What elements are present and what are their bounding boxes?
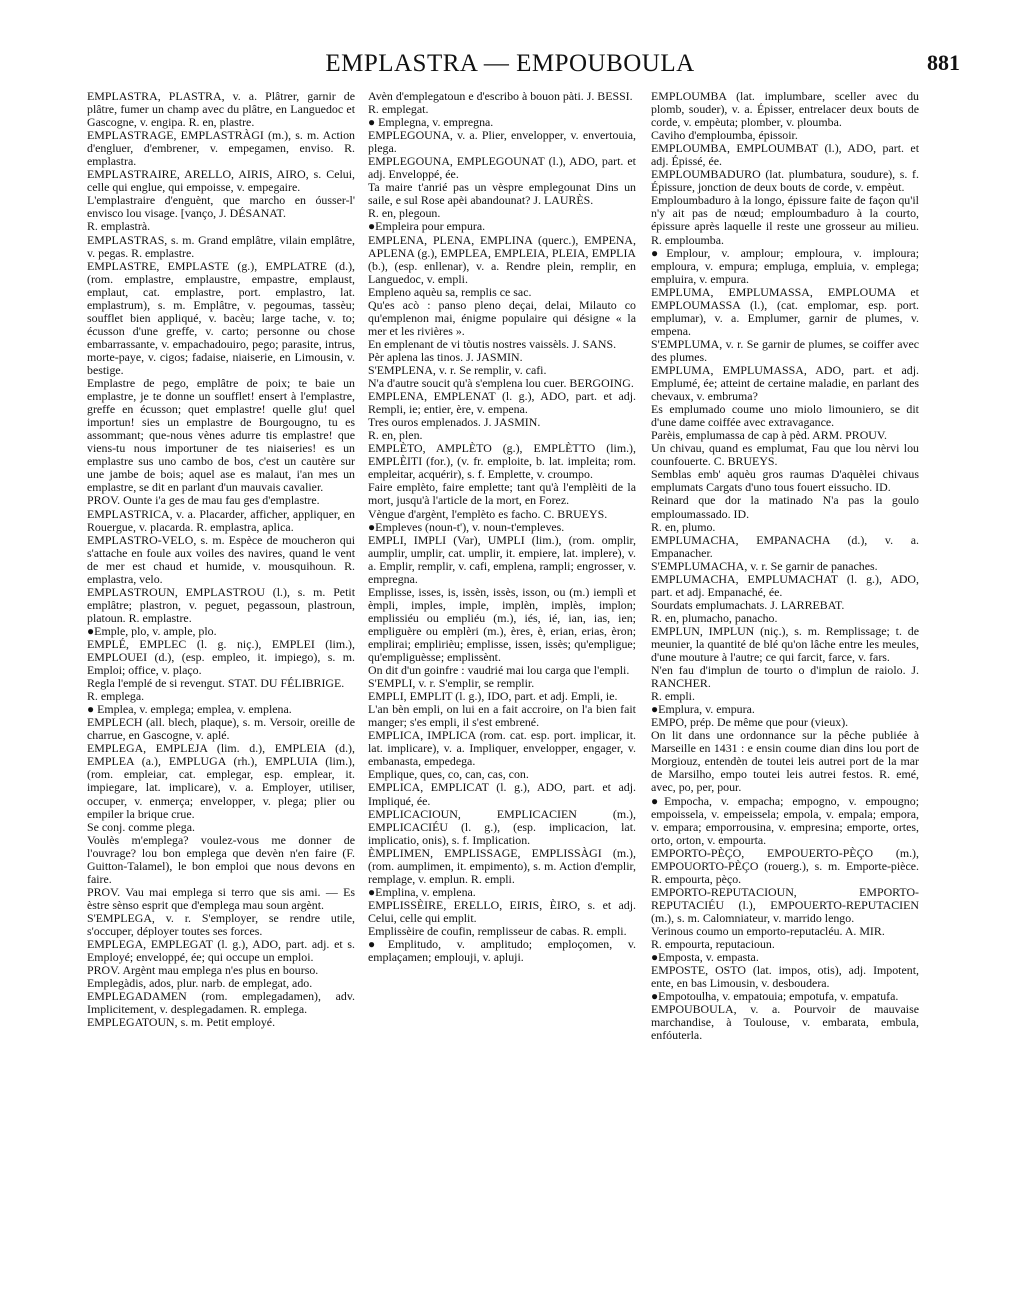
dictionary-entry: On dit d'un goinfre : vaudrié mai lou carga que l'empli. [368, 663, 630, 678]
dictionary-entry: ● Emplea, v. emplega; emplea, v. emplena. [87, 702, 292, 717]
dictionary-entry: ●Emplura, v. empura. [651, 702, 755, 717]
dictionary-entry: Faire emplèto, faire emplette; tant qu'à l'emplèiti de la mort, jusqu'à l'article de la mort, en Forez. [368, 480, 636, 508]
dictionary-entry: EMPLOUMBA, EMPLOUMBAT (l.), ADO, part. et adj. Épissé, ée. [651, 141, 919, 169]
dictionary-entry: EMPLUMACHA, EMPANACHA (d.), v. a. Empanacher. [651, 532, 919, 560]
dictionary-entry: Voulès m'emplega? voulez-vous me donner de l'ouvrage? lou bon emplega que devèn n'en faire (F. Guitton-Talamel), le bon emploi que nous devons en faire. [87, 832, 355, 886]
dictionary-entry: EMPLASTRO-VELO, s. m. Espèce de moucheron qui s'attache en foule aux voiles des navires, quand le vent de mer est chaud et humide, v. mousquihoun. R. emplastra, velo. [87, 532, 355, 586]
dictionary-entry: R. en, plumo. [651, 519, 716, 534]
dictionary-entry: EMPO, prép. De même que pour (vieux). [651, 715, 849, 730]
dictionary-entry: On lit dans une ordonnance sur la pêche publiée à Marseille en 1431 : e ensin coume dian dins lou port de Morgiouz, entendèn de toutei leis autrei port de la mar de Marsilho, empo toutei leis autrei festos. R. emé, avec, po, per, pour. [651, 728, 919, 795]
dictionary-entry: EMPOSTE, OSTO (lat. impos, otis), adj. Impotent, ente, en bas Limousin, v. desboudera. [651, 963, 919, 991]
dictionary-entry: Pèr aplena las tinos. J. JASMIN. [368, 349, 523, 364]
dictionary-entry: EMPLASTROUN, EMPLASTROU (l.), s. m. Petit emplâtre; plastron, v. peguet, pegassoun, plastroun, platoun. R. emplastre. [87, 584, 355, 625]
dictionary-entry: Emplisse, isses, is, issèn, issès, isson, ou (m.) iemplì et èmpli, imples, imple, implèn, implès, implon; emplissiéu ou empliéu (m.), iés, ié, ian, ias, ien; empliguère ou emplèri (m.), ères, è, erian, erias, èron; emplirai; emplirièu; emplisse, issen, issès; qu'empligue; qu'empliguèsse; emplissènt. [368, 584, 636, 665]
dictionary-entry: En emplenant de vi tòutis nostres vaissèls. J. SANS. [368, 336, 617, 351]
dictionary-entry: EMPLECH (all. blech, plaque), s. m. Versoir, oreille de charrue, en Gascogne, v. aplé. [87, 715, 355, 743]
dictionary-entry: Semblas emb' aquèu gros raumas D'aquèlei chivaus emplumats Cargats d'uno tous fouert eissucho. ID. [651, 467, 919, 495]
dictionary-entry: EMPLASTRICA, v. a. Placarder, afficher, appliquer, en Rouergue, v. placarda. R. emplastra, aplica. [87, 506, 355, 534]
dictionary-entry: EMPLEGA, EMPLEGAT (l. g.), ADO, part. adj. et s. Employé; enveloppé, ée; qui occupe un emploi. [87, 937, 355, 965]
column-left [87, 90, 355, 1029]
dictionary-entry: ●Emple, plo, v. ample, plo. [87, 623, 217, 638]
dictionary-entry: R. emplastrà. [87, 219, 151, 234]
dictionary-entry: Sourdats emplumachats. J. LARREBAT. [651, 597, 845, 612]
dictionary-entry: R. empourta, reputacioun. [651, 937, 775, 952]
dictionary-entry: EMPLENA, EMPLENAT (l. g.), ADO, part. et adj. Rempli, ie; entier, ère, v. empena. [368, 389, 636, 417]
page-number: 881 [927, 50, 960, 75]
dictionary-entry: EMPLÉ, EMPLEC (l. g. niç.), EMPLEI (lim.), EMPLOUEI (d.), (esp. empleo, it. impiego), s. m. Emploi; office, v. plaço. [87, 636, 355, 678]
dictionary-entry: Ta maire t'anrié pas un vèspre emplegounat Dins un saile, e sul Rose apèi abandounat? J. LAURÈS. [368, 180, 636, 208]
dictionary-entry: EMPLUMA, EMPLUMASSA, EMPLOUMA et EMPLOUMASSA (l.), (cat. emplomar, esp. port. emplumar), v. a. Emplumer, garnir de plumes, v. empena. [651, 284, 919, 338]
dictionary-entry: ●Emplitudo, v. amplitudo; emploçomen, v. emplaçamen; emplouji, v. apluji. [368, 937, 636, 965]
dictionary-entry: Reinard que dor la matinado N'a pas la goulo emploumassado. ID. [651, 493, 919, 521]
dictionary-entry: EMPLEGOUNA, EMPLEGOUNAT (l.), ADO, part. et adj. Enveloppé, ée. [368, 154, 636, 182]
dictionary-entry: ●Emplour, v. amplour; emploura, v. imploura; emploura, v. empura; empluga, empluia, v. emplega; empluira, v. empura. [651, 245, 919, 286]
dictionary-entry: Parèis, emplumassa de cap à pèd. ARM. PROUV. [651, 428, 887, 443]
dictionary-entry: S'EMPLUMACHA, v. r. Se garnir de panaches. [651, 558, 878, 573]
dictionary-entry: R. en, plegoun. [368, 206, 441, 221]
dictionary-entry: EMPLASTRE, EMPLASTE (g.), EMPLATRE (d.), (rom. emplastre, emplaustre, empastre, emplaust, emplaut, cat. emplastre, port. emplastro, lat. emplastrum), s. m. Emplâtre, v. pegoumas, tassèu; soufflet bien appliqué, v. bacèu; large tache, v. to; écusson d'une greffe, v. carto; personne ou chose embarrassante, v. empachadouiro, pego; parasite, intrus, morte-paye, v. cigos; fadaise, niaiserie, en Limousin, v. bestige. [87, 258, 355, 377]
dictionary-entry: EMPLASTRAS, s. m. Grand emplâtre, vilain emplâtre, v. pegas. R. emplastre. [87, 232, 355, 260]
dictionary-entry: R. emplegat. [368, 102, 429, 117]
dictionary-entry: ÈMPLIMEN, EMPLISSAGE, EMPLISSÀGI (m.), (rom. aumplimen, it. empimento), s. m. Action d'emplir, remplage, v. emplun. R. empli. [368, 845, 636, 886]
dictionary-entry: EMPOUBOULA, v. a. Pourvoir de mauvaise marchandise, à Toulouse, v. embarata, embula, enfóuterla. [651, 1002, 919, 1043]
dictionary-entry: R. empli. [651, 689, 695, 704]
dictionary-entry: EMPLUMA, EMPLUMASSA, ADO, part. et adj. Emplumé, ée; atteint de certaine maladie, en parlant des chevaux, v. embruma? [651, 362, 919, 404]
dictionary-entry: Emplissèire de coufin, remplisseur de cabas. R. empli. [368, 924, 627, 938]
dictionary-entry: ●Emplina, v. emplena. [368, 884, 476, 899]
dictionary-entry: Emplique, ques, co, can, cas, con. [368, 767, 529, 782]
dictionary-entry: Empleno aquèu sa, remplis ce sac. [368, 284, 532, 299]
dictionary-entry: EMPLICA, IMPLICA (rom. cat. esp. port. implicar, it. lat. implicare), v. a. Impliquer, envelopper, engager, v. embanasta, empedega. [368, 728, 636, 769]
dictionary-entry: R. en, plen. [368, 428, 423, 443]
dictionary-entry: L'an bèn empli, on lui en a fait accroire, on l'a bien fait manger; s'es empli, il s'est embrené. [368, 702, 636, 730]
dictionary-entry: R. emplega. [87, 689, 145, 704]
dictionary-entry: EMPLASTRA, PLASTRA, v. a. Plâtrer, garnir de plâtre, fumer un champ avec du plâtre, en Languedoc et Gascogne, v. engipa. R. en, plastre. [87, 89, 355, 130]
dictionary-entry: EMPORTO-REPUTACIOUN, EMPORTO-REPUTACIÉU (l.), EMPOUERTO-REPUTACIEN (m.), s. m. Calomniateur, v. marrido lengo. [651, 884, 919, 925]
dictionary-entry: Verinous coumo un emporto-reputacléu. A. MIR. [651, 924, 885, 938]
dictionary-entry: EMPLISSÈIRE, ERELLO, EIRIS, ÈIRO, s. et adj. Celui, celle qui emplit. [368, 897, 636, 925]
dictionary-entry: S'EMPLEGA, v. r. S'employer, se rendre utile, s'occuper, déployer toutes ses forces. [87, 910, 355, 938]
dictionary-entry: PROV. Ounte i'a ges de mau fau ges d'emplastre. [87, 493, 320, 508]
dictionary-entry: EMPLÈTO, AMPLÈTO (g.), EMPLÈTTO (lim.), EMPLÈITI (for.), (v. fr. emploite, b. lat. impleita; rom. empleitar, acquérir), s. f. Emplette, v. croumpo. [368, 441, 636, 482]
dictionary-entry: Emplastre de pego, emplâtre de poix; te baie un emplastre, je te donne un soufflet! ensert à l'emplastre, greffe en écusson; quet emplastre! quelle glu! quel importun! sies un emplastre de Bourgougno, tu es assommant; que-nous vènes adurre tis emplastre! que viens-tu nous importuner de tes niaiseries! es un emplastre sus uno cambo de bos, c'est un cautère sur une jambe de bois; aquel ase es malaut, i'an mes un emplastre, se dit en parlant d'un mauvais cavalier. [87, 376, 355, 495]
dictionary-entry: Emplegàdis, ados, plur. narb. de emplegat, ado. [87, 976, 313, 991]
dictionary-entry: ●Empocha, v. empacha; empogno, v. empougno; empoissela, v. empeissela; empola, v. empala; empora, v. empara; emporrousina, v. empresina; emporte, ortes, orto, orton, v. empourta. [651, 793, 919, 847]
dictionary-entry: ●Empotoulha, v. empatouia; empotufa, v. empatufa. [651, 989, 899, 1004]
page-header [0, 50, 1024, 90]
dictionary-entry: S'EMPLI, v. r. S'emplir, se remplir. [368, 676, 535, 691]
column-middle [368, 90, 636, 964]
dictionary-entry: EMPORTO-PÈÇO, EMPOUERTO-PÈÇO (m.), EMPOUORTO-PÈÇO (rouerg.), s. m. Emporte-pièce. R. empourta, pèço. [651, 845, 919, 886]
dictionary-entry: ● Emplegna, v. empregna. [368, 115, 494, 130]
dictionary-entry: N'en fau d'implun de tourto o d'implun de raiolo. J. RANCHER. [651, 663, 919, 691]
dictionary-entry: EMPLEGA, EMPLEJA (lim. d.), EMPLEIA (d.), EMPLEA (a.), EMPLUGA (rh.), EMPLUIA (lim.), (rom. empleiar, cat. emplegar, esp. emplear, it. impiegare, lat. implicare), v. a. Employer, utiliser, occuper, v. enmerça; envelopper, v. plega; plier ou empiler la brique crue. [87, 741, 355, 821]
dictionary-entry: EMPLEGADAMEN (rom. emplegadamen), adv. Implicitement, v. desplegadamen. R. emplega. [87, 989, 355, 1017]
dictionary-entry: EMPLICACIOUN, EMPLICACIEN (m.), EMPLICACIÉU (l. g.), (esp. implicacion, lat. implicatio, onis), s. f. Implication. [368, 806, 636, 847]
dictionary-entry: R. en, plumacho, panacho. [651, 610, 778, 625]
dictionary-entry: Vèngue d'argènt, l'emplèto es facho. C. BRUEYS. [368, 506, 608, 521]
dictionary-entry: N'a d'autre soucit qu'à s'emplena lou cuer. BERGOING. [368, 376, 634, 391]
dictionary-entry: EMPLASTRAIRE, ARELLO, AIRIS, AIRO, s. Celui, celle qui englue, qui empoisse, v. empegaire. [87, 167, 355, 195]
dictionary-entry: EMPLICA, EMPLICAT (l. g.), ADO, part. et adj. Impliqué, ée. [368, 780, 636, 808]
dictionary-entry: PROV. Argènt mau emplega n'es plus en bourso. [87, 963, 319, 978]
dictionary-entry: EMPLEGATOUN, s. m. Petit employé. [87, 1015, 276, 1030]
dictionary-entry: EMPLENA, PLENA, EMPLINA (querc.), EMPENA, APLENA (g.), EMPLEA, EMPLEIA, PLEIA, EMPLIA (b.), (esp. enllenar), v. a. Rendre plein, remplir, en Languedoc, v. empli. [368, 232, 636, 286]
running-title: EMPLASTRA — EMPOUBOULA [325, 50, 695, 77]
dictionary-entry: S'EMPLUMA, v. r. Se garnir de plumes, se coiffer avec des plumes. [651, 336, 919, 364]
dictionary-entry: Avèn d'emplegatoun e d'escribo à bouon pàti. J. BESSI. [368, 89, 633, 103]
dictionary-entry: ●Empleves (noun-t'), v. noun-t'empleves. [368, 519, 565, 534]
dictionary-entry: Caviho d'emploumba, épissoir. [651, 128, 798, 143]
dictionary-entry: PROV. Vau mai emplega si terro que sis ami. — Es èstre sènso esprit que d'emplega mau soun argènt. [87, 884, 355, 912]
dictionary-entry: Se conj. comme plega. [87, 819, 195, 834]
column-right [651, 90, 919, 1042]
dictionary-entry: ●Emposta, v. empasta. [651, 950, 759, 965]
dictionary-entry: L'emplastraire d'enguènt, que marcho en óusser-l' envisco lou visage. [vanço, J. DÉSANAT. [87, 193, 355, 221]
dictionary-entry: S'EMPLENA, v. r. Se remplir, v. cafi. [368, 362, 547, 377]
dictionary-entry: ●Empleira pour empura. [368, 219, 486, 234]
dictionary-entry: EMPLOUMBA (lat. implumbare, sceller avec du plomb, souder), v. a. Épisser, entrelacer deux bouts de corde, v. empèuta; plomber, v. ploumba. [651, 89, 919, 130]
dictionary-entry: Un chivau, quand es emplumat, Fau que lou nèrvi lou counfouerte. C. BRUEYS. [651, 441, 919, 469]
dictionary-entry: Es emplumado coume uno miolo limouniero, se dit d'une dame coiffée avec extravagance. [651, 402, 919, 430]
dictionary-entry: EMPLUN, IMPLUN (niç.), s. m. Remplissage; t. de meunier, la quantité de blé qu'on lâche entre les meules, d'une mouture à l'autre; ce qui farcit, farce, v. fars. [651, 623, 919, 665]
dictionary-entry: EMPLEGOUNA, v. a. Plier, envelopper, v. envertouia, plega. [368, 128, 636, 156]
dictionary-entry: EMPLI, EMPLIT (l. g.), IDO, part. et adj. Empli, ie. [368, 689, 618, 704]
dictionary-entry: Emploumbaduro à la longo, épissure faite de façon qu'il n'y ait pas de nœud; emploumbaduro à la courto, épissure après laquelle il reste une grosseur au milieu. R. emploumba. [651, 193, 919, 247]
dictionary-entry: EMPLI, IMPLI (Var), UMPLI (lim.), (rom. omplir, aumplir, umplir, cat. umplir, it. empiere, lat. implere), v. a. Emplir, remplir, v. cafi, emplena, rampli; engrosser, v. empregna. [368, 532, 636, 586]
dictionary-entry: Qu'es acò : panso pleno deçai, delai, Milauto co qu'emplenon mai, énigme populaire qui désigne « la mer et les rivières ». [368, 297, 636, 338]
dictionary-entry: EMPLUMACHA, EMPLUMACHAT (l. g.), ADO, part. et adj. Empanaché, ée. [651, 571, 919, 599]
dictionary-entry: EMPLASTRAGE, EMPLASTRÀGI (m.), s. m. Action d'engluer, d'embrener, v. empegamen, enviso. R. emplastra. [87, 128, 355, 169]
dictionary-entry: EMPLOUMBADURO (lat. plumbatura, soudure), s. f. Épissure, jonction de deux bouts de corde, v. empèut. [651, 167, 919, 195]
dictionary-entry: Regla l'emplé de si revengut. STAT. DU FÉLIBRIGE. [87, 676, 345, 691]
dictionary-entry: Tres ouros emplenados. J. JASMIN. [368, 415, 541, 430]
